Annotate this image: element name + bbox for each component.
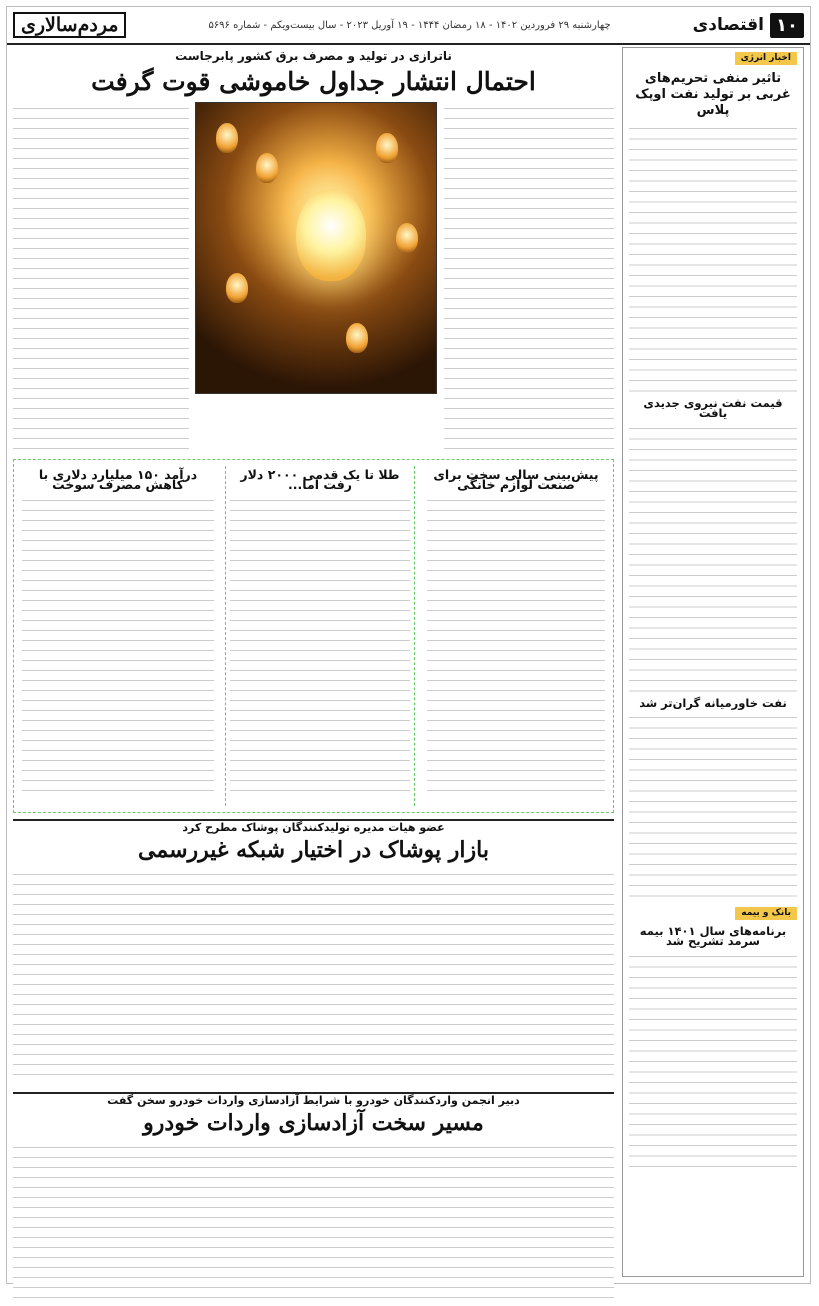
box-fuel (18, 466, 218, 806)
section-header (693, 13, 804, 38)
lead-article (13, 102, 614, 452)
box-gold (225, 466, 415, 806)
box-title: پیش‌بینی سالی سخت برای صنعت لوازم خانگی (433, 467, 599, 492)
lead-column-right (444, 102, 614, 452)
newspaper-logo: مردم‌سالاری (13, 12, 126, 38)
masthead (7, 7, 810, 45)
box-title: طلا تا یک قدمی ۲۰۰۰ دلار رفت اما... (240, 467, 400, 492)
box-title: درآمد ۱۵۰ میلیارد دلاری با کاهش مصرف سوخت (38, 467, 198, 492)
sidebar-heading-oil-price: قیمت نفت نیروی جدیدی یافت (643, 395, 783, 420)
news-boxes (13, 459, 614, 813)
dateline: چهارشنبه ۲۹ فروردین ۱۴۰۲ - ۱۸ رمضان ۱۴۴۴ - ۱۹ آوریل ۲۰۲۳ - سال بیست‌ویکم - شماره ۵۶۹۶ (208, 19, 611, 31)
sidebar-body (629, 122, 797, 392)
sidebar-title: تاثیر منفی تحریم‌های غربی بر تولید نفت اوپک پلاس (635, 70, 791, 118)
lead-column-left (13, 102, 189, 452)
car-body (13, 1141, 614, 1306)
sidebar-tag: اخبار انرژی (735, 52, 797, 65)
lightbulb-photo (195, 102, 437, 394)
sidebar-heading-mideast-oil: نفت خاورمیانه گران‌تر شد (639, 695, 787, 710)
newspaper-page (6, 6, 811, 1284)
sidebar-body-2 (629, 422, 797, 692)
apparel-body (13, 868, 614, 1083)
main-content (13, 47, 614, 1136)
lead-kicker: ناترازی در تولید و مصرف برق کشور پابرجاست (175, 49, 452, 63)
sidebar-tag-bank: بانک و بیمه (735, 907, 797, 920)
apparel-kicker: عضو هیات مدیره تولیدکنندگان پوشاک مطرح کرد (182, 821, 445, 834)
car-headline: مسیر سخت آزادسازی واردات خودرو (143, 1110, 484, 1136)
car-import-article (13, 1092, 614, 1306)
sidebar-heading-sarmad: برنامه‌های سال ۱۴۰۱ بیمه سرمد تشریح شد (639, 923, 787, 948)
page-number: ۱۰ (770, 13, 804, 38)
apparel-article (13, 819, 614, 1083)
car-kicker: دبیر انجمن واردکنندگان خودرو با شرایط آزادسازی واردات خودرو سخن گفت (107, 1094, 520, 1107)
lead-headline: احتمال انتشار جداول خاموشی قوت گرفت (91, 67, 536, 96)
sidebar-body-3 (629, 711, 797, 901)
apparel-headline: بازار پوشاک در اختیار شبکه غیررسمی (138, 837, 489, 863)
section-name: اقتصادی (692, 15, 765, 35)
sidebar-energy-news (622, 47, 804, 1277)
sidebar-body-4 (629, 950, 797, 1170)
box-appliances (423, 466, 609, 806)
